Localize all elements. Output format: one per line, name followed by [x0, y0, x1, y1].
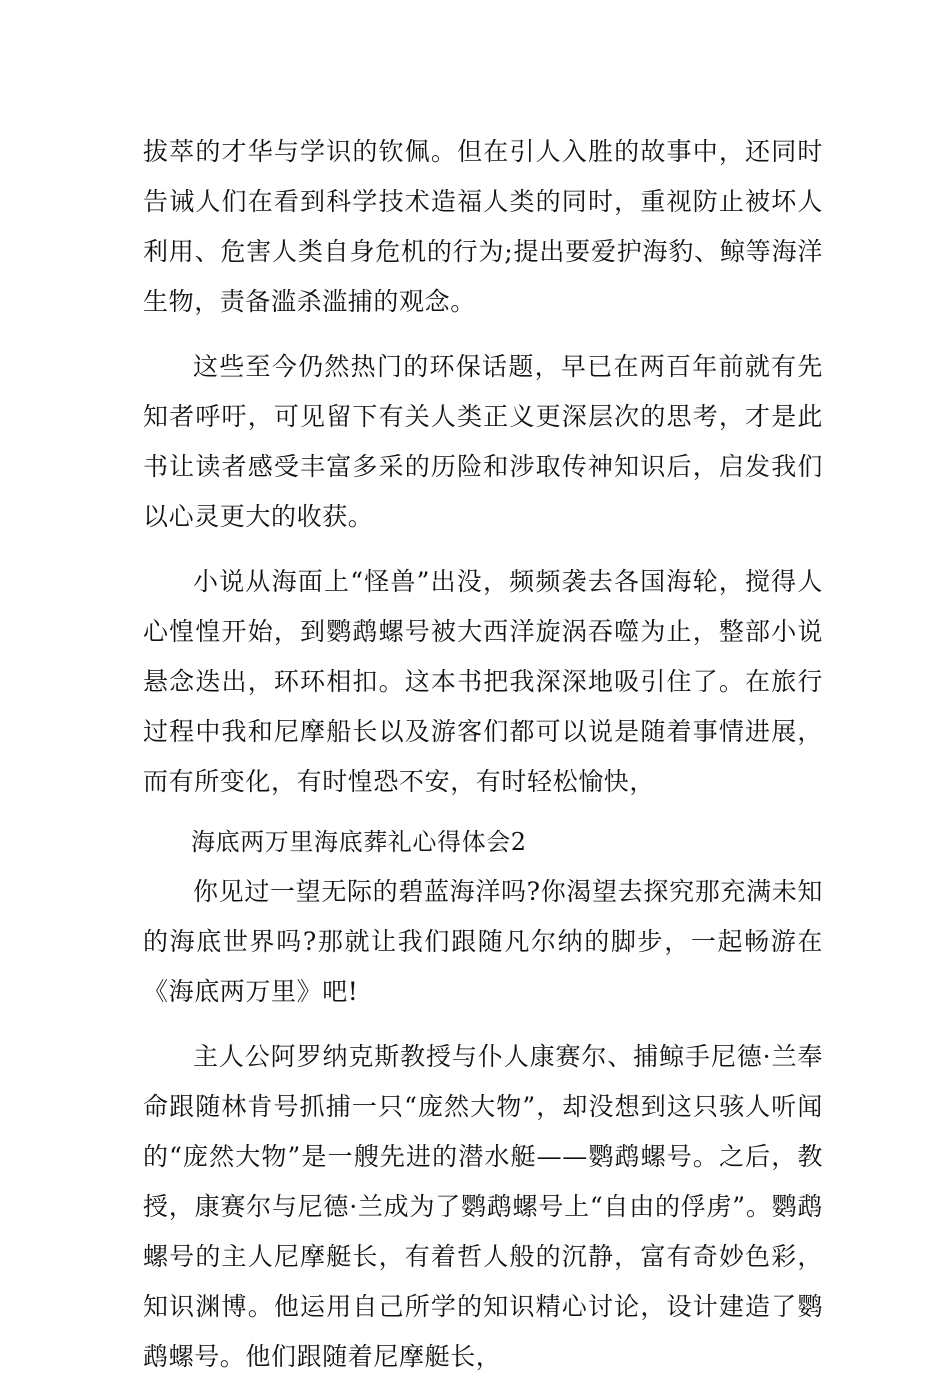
document-body [143, 127, 823, 1382]
section-heading: 海底两万里海底葬礼心得体会2 [191, 828, 527, 856]
paragraph-story: 主人公阿罗纳克斯教授与仆人康赛尔、捕鲸手尼德·兰奉命跟随林肯号抓捕一只“庞然大物”，却没想到这只骇人听闻的“庞然大物”是一艘先进的潜水艇——鹦鹉螺号。之后，教授，康赛尔与尼德·兰成为了鹦鹉螺号上“自由的俘虏”。鹦鹉螺号的主人尼摩艇长，有着哲人般的沉静，富有奇妙色彩，知识渊博。他运用自己所学的知识精心讨论，设计建造了鹦鹉螺号。他们跟随着尼摩艇长， [143, 1042, 823, 1371]
paragraph-intro: 你见过一望无际的碧蓝海洋吗?你渴望去探究那充满未知的海底世界吗?那就让我们跟随凡尔纳的脚步，一起畅游在《海底两万里》吧! [143, 877, 823, 1006]
paragraph-plot: 小说从海面上“怪兽”出没，频频袭去各国海轮，搅得人心惶惶开始，到鹦鹉螺号被大西洋旋涡吞噬为止，整部小说悬念迭出，环环相扣。这本书把我深深地吸引住了。在旅行过程中我和尼摩船长以及游客们都可以说是随着事情进展，而有所变化，有时惶恐不安，有时轻松愉快， [143, 567, 823, 796]
paragraph-continuation: 拔萃的才华与学识的钦佩。但在引人入胜的故事中，还同时告诫人们在看到科学技术造福人类的同时，重视防止被坏人利用、危害人类自身危机的行为;提出要爱护海豹、鲸等海洋生物，责备滥杀滥捕的观念。 [143, 137, 823, 316]
paragraph-environment: 这些至今仍然热门的环保话题，早已在两百年前就有先知者呼吁，可见留下有关人类正义更深层次的思考，才是此书让读者感受丰富多采的历险和涉取传神知识后，启发我们以心灵更大的收获。 [143, 352, 823, 531]
